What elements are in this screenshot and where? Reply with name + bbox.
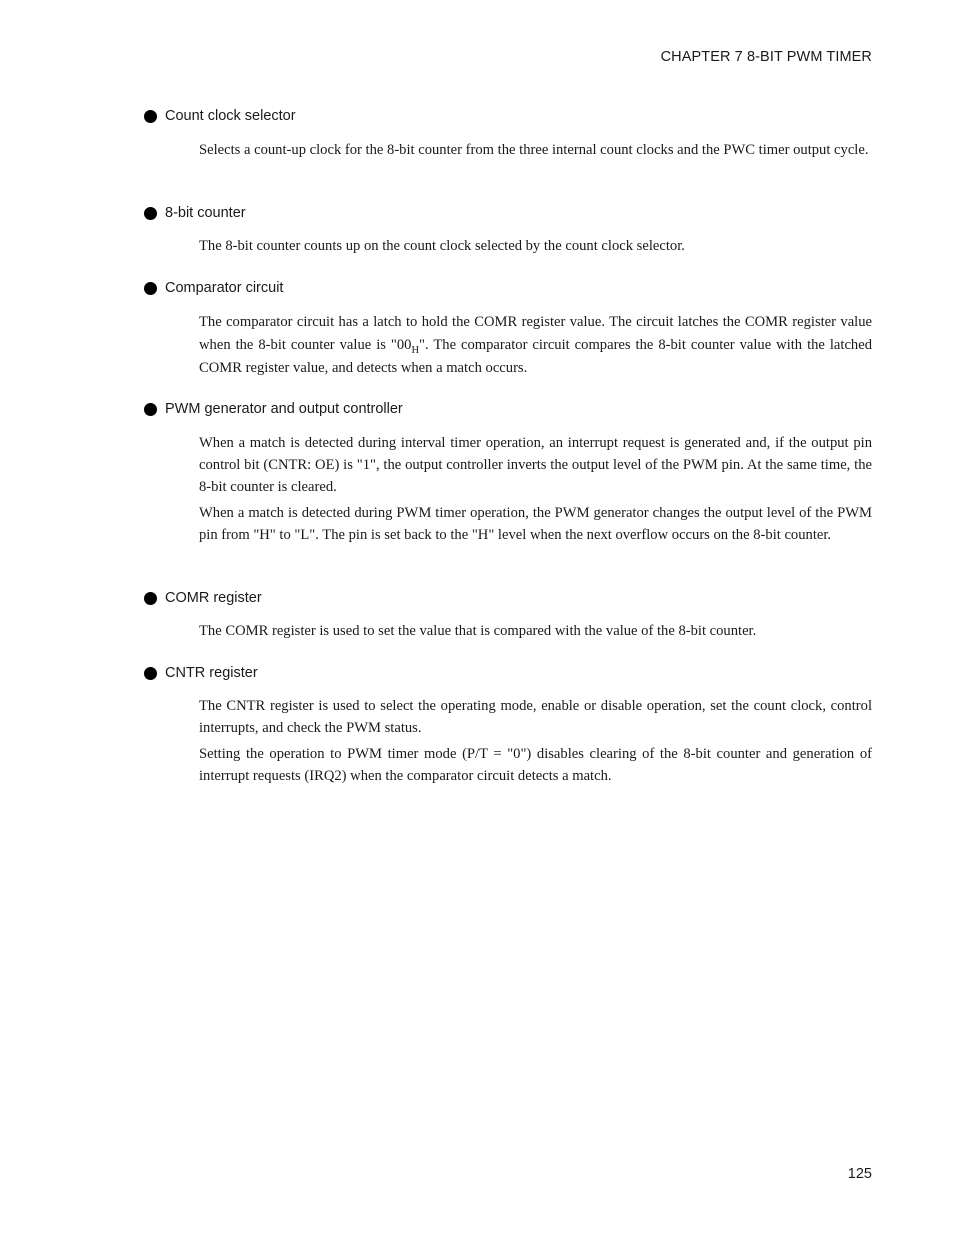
section-comr-register [143, 588, 872, 646]
section-comparator-circuit [143, 278, 872, 384]
section-title: COMR register [165, 590, 262, 606]
section-paragraph: The COMR register is used to set the value that is compared with the value of the 8-bit counter. [199, 623, 757, 639]
bullet-icon [144, 592, 157, 605]
section-paragraph: Setting the operation to PWM timer mode (P/T = "0") disables clearing of the 8-bit counter and generation of interrupt requests (IRQ2) when the comparator circuit detects a match. [199, 746, 872, 784]
chapter-header: CHAPTER 7 8-BIT PWM TIMER [660, 49, 872, 65]
hex-subscript: H [411, 345, 420, 356]
bullet-icon [144, 110, 157, 123]
page-number: 125 [847, 1166, 872, 1182]
section-paragraph: Selects a count-up clock for the 8-bit counter from the three internal count clocks and the PWC timer output cycle. [199, 142, 869, 158]
section-pwm-generator [143, 399, 872, 550]
section-paragraph: The CNTR register is used to select the operating mode, enable or disable operation, set the count clock, control interrupts, and check the PWM status. [199, 698, 872, 736]
section-paragraph: When a match is detected during interval timer operation, an interrupt request is generated and, if the output pin control bit (CNTR: OE) is "1", the output controller inverts the output level of the PWM pin. At the same time, the 8-bit counter is cleared. [199, 435, 872, 495]
section-count-clock-selector [143, 106, 872, 165]
section-title: 8-bit counter [165, 205, 246, 221]
section-paragraph: When a match is detected during PWM timer operation, the PWM generator changes the output level of the PWM pin from "H" to "L". The pin is set back to the "H" level when the next overflow occurs on the 8-bit counter. [199, 505, 872, 543]
bullet-icon [144, 207, 157, 220]
section-8bit-counter [143, 203, 872, 261]
bullet-icon [144, 667, 157, 680]
bullet-icon [144, 282, 157, 295]
section-cntr-register [143, 663, 872, 791]
section-title: CNTR register [165, 665, 258, 681]
section-title: PWM generator and output controller [165, 401, 403, 417]
section-title: Count clock selector [165, 108, 296, 124]
section-title: Comparator circuit [165, 280, 284, 296]
bullet-icon [144, 403, 157, 416]
section-paragraph: The 8-bit counter counts up on the count clock selected by the count clock selector. [199, 238, 685, 254]
section-paragraph: The comparator circuit has a latch to hold the COMR register value. The circuit latches the COMR register value when the 8-bit counter value is "$00_H$". The comparator circuit compares the 8-bit counter value with the latched COMR register value, and detects when a match occurs. [199, 314, 873, 376]
